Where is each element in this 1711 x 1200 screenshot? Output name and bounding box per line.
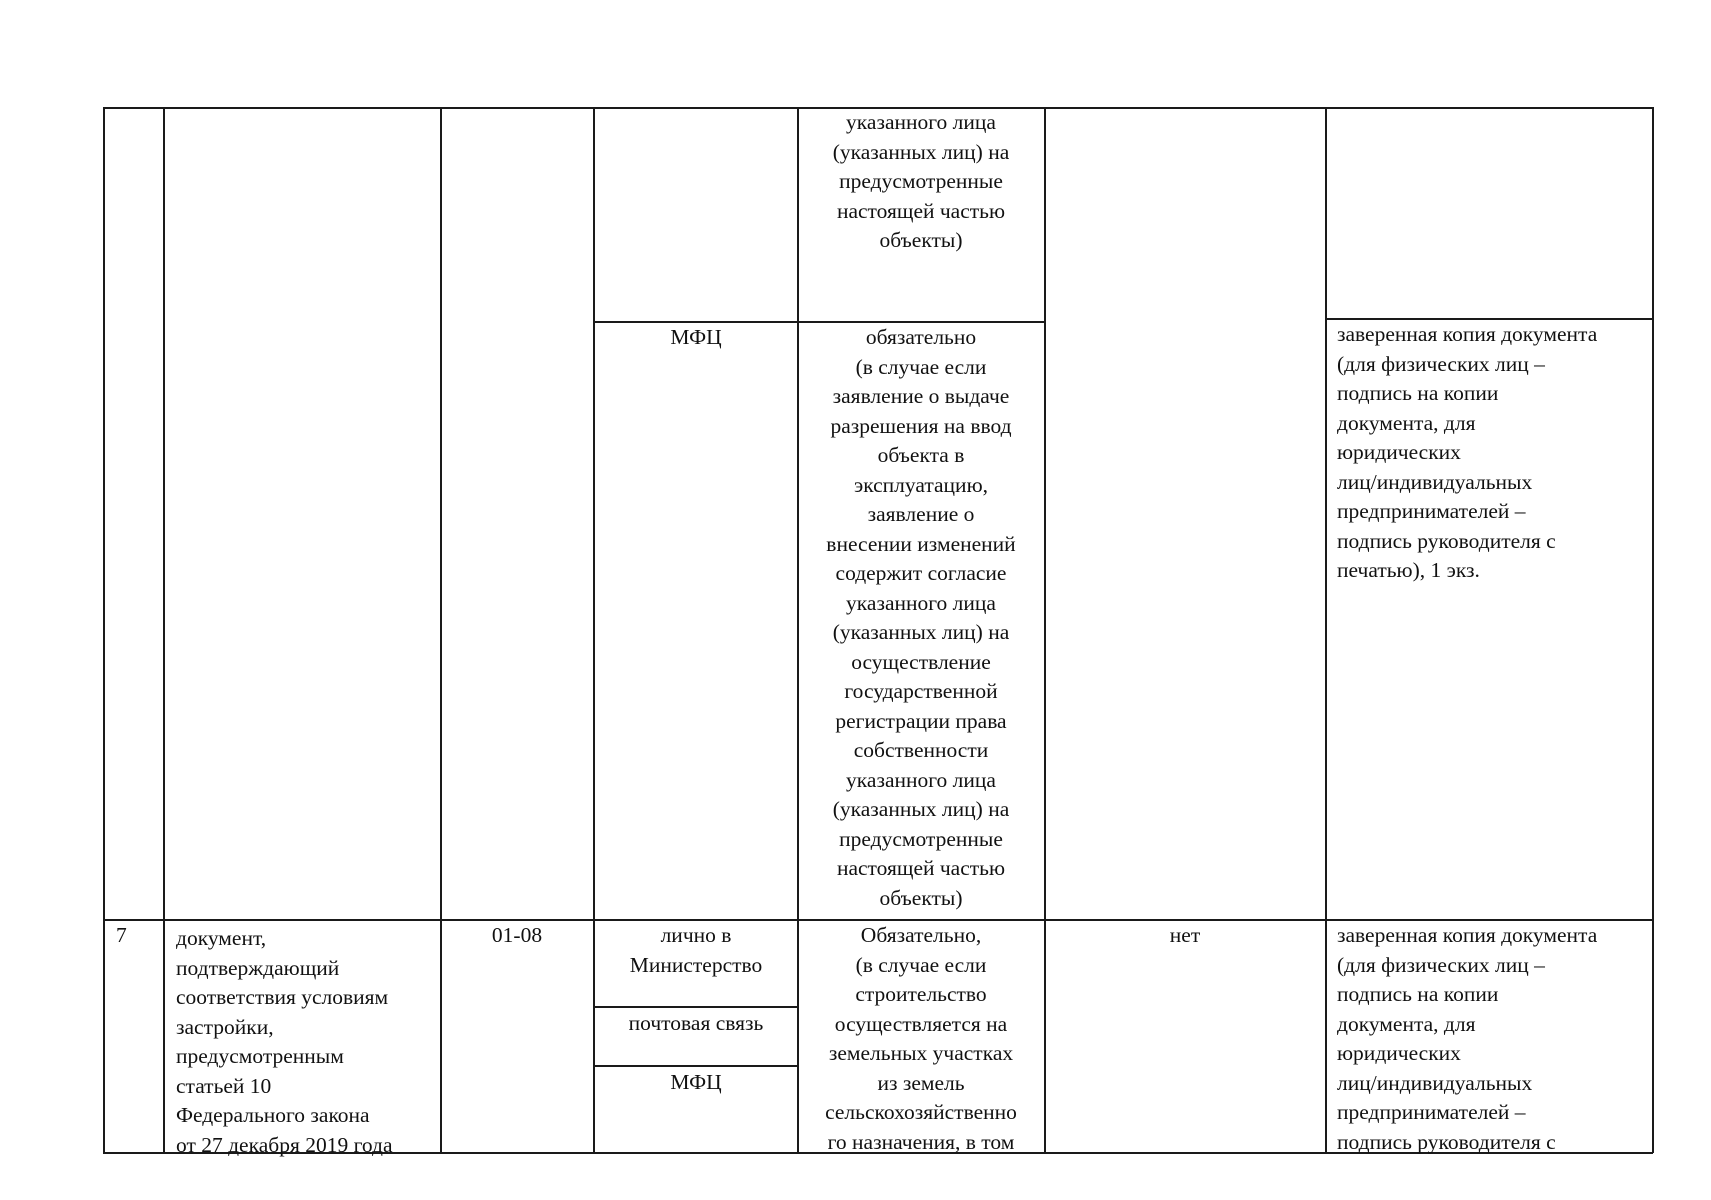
requirement-mfc: обязательно (в случае если заявление о выдаче разрешения на ввод объекта в эксплуатацию, заявление о внесении изменений содержит согласие указанного лица (указанных лиц) на осуществление государственной регистрации права собственности указанного лица (указанных лиц) на предусмотренные настоящей частью объекты) xyxy=(826,325,1016,910)
col-border-7 xyxy=(1652,107,1654,1153)
document-code: 01-08 xyxy=(491,923,543,947)
col-border-3 xyxy=(593,107,595,1153)
form-7: заверенная копия документа (для физических лиц – подпись на копии документа, для юридических лиц/индивидуальных предпринимателей – подпись руководителя с xyxy=(1337,923,1598,1154)
requirement-7: Обязательно, (в случае если строительство осуществляется на земельных участках из земель сельскохозяйственно го назначения, в том xyxy=(825,923,1017,1154)
channel-in-person: лично в Министерство xyxy=(629,923,763,977)
document-name: документ, подтверждающий соответствия условиям застройки, предусмотренным статьей 10 Федерального закона от 27 декабря 2019 года xyxy=(176,926,393,1157)
col-border-1 xyxy=(163,107,165,1153)
channel-mfc-7: МФЦ xyxy=(670,1070,722,1094)
channel-post: почтовая связь xyxy=(628,1011,764,1035)
col-border-2 xyxy=(440,107,442,1153)
form-mfc: заверенная копия документа (для физических лиц – подпись на копии документа, для юридических лиц/индивидуальных предпринимателей – подпись руководителя с печатью), 1 экз. xyxy=(1337,322,1598,582)
row-number: 7 xyxy=(116,923,127,947)
col-border-0 xyxy=(103,107,105,1153)
col-border-5 xyxy=(1044,107,1046,1153)
channel-border-1 xyxy=(593,1006,798,1008)
channel-border-2 xyxy=(593,1065,798,1067)
col-border-6 xyxy=(1325,107,1327,1153)
requirement-continuation: указанного лица (указанных лиц) на предусмотренные настоящей частью объекты) xyxy=(832,110,1010,252)
interdepartmental-7: нет xyxy=(1169,923,1201,947)
channel-mfc: МФЦ xyxy=(670,325,722,349)
